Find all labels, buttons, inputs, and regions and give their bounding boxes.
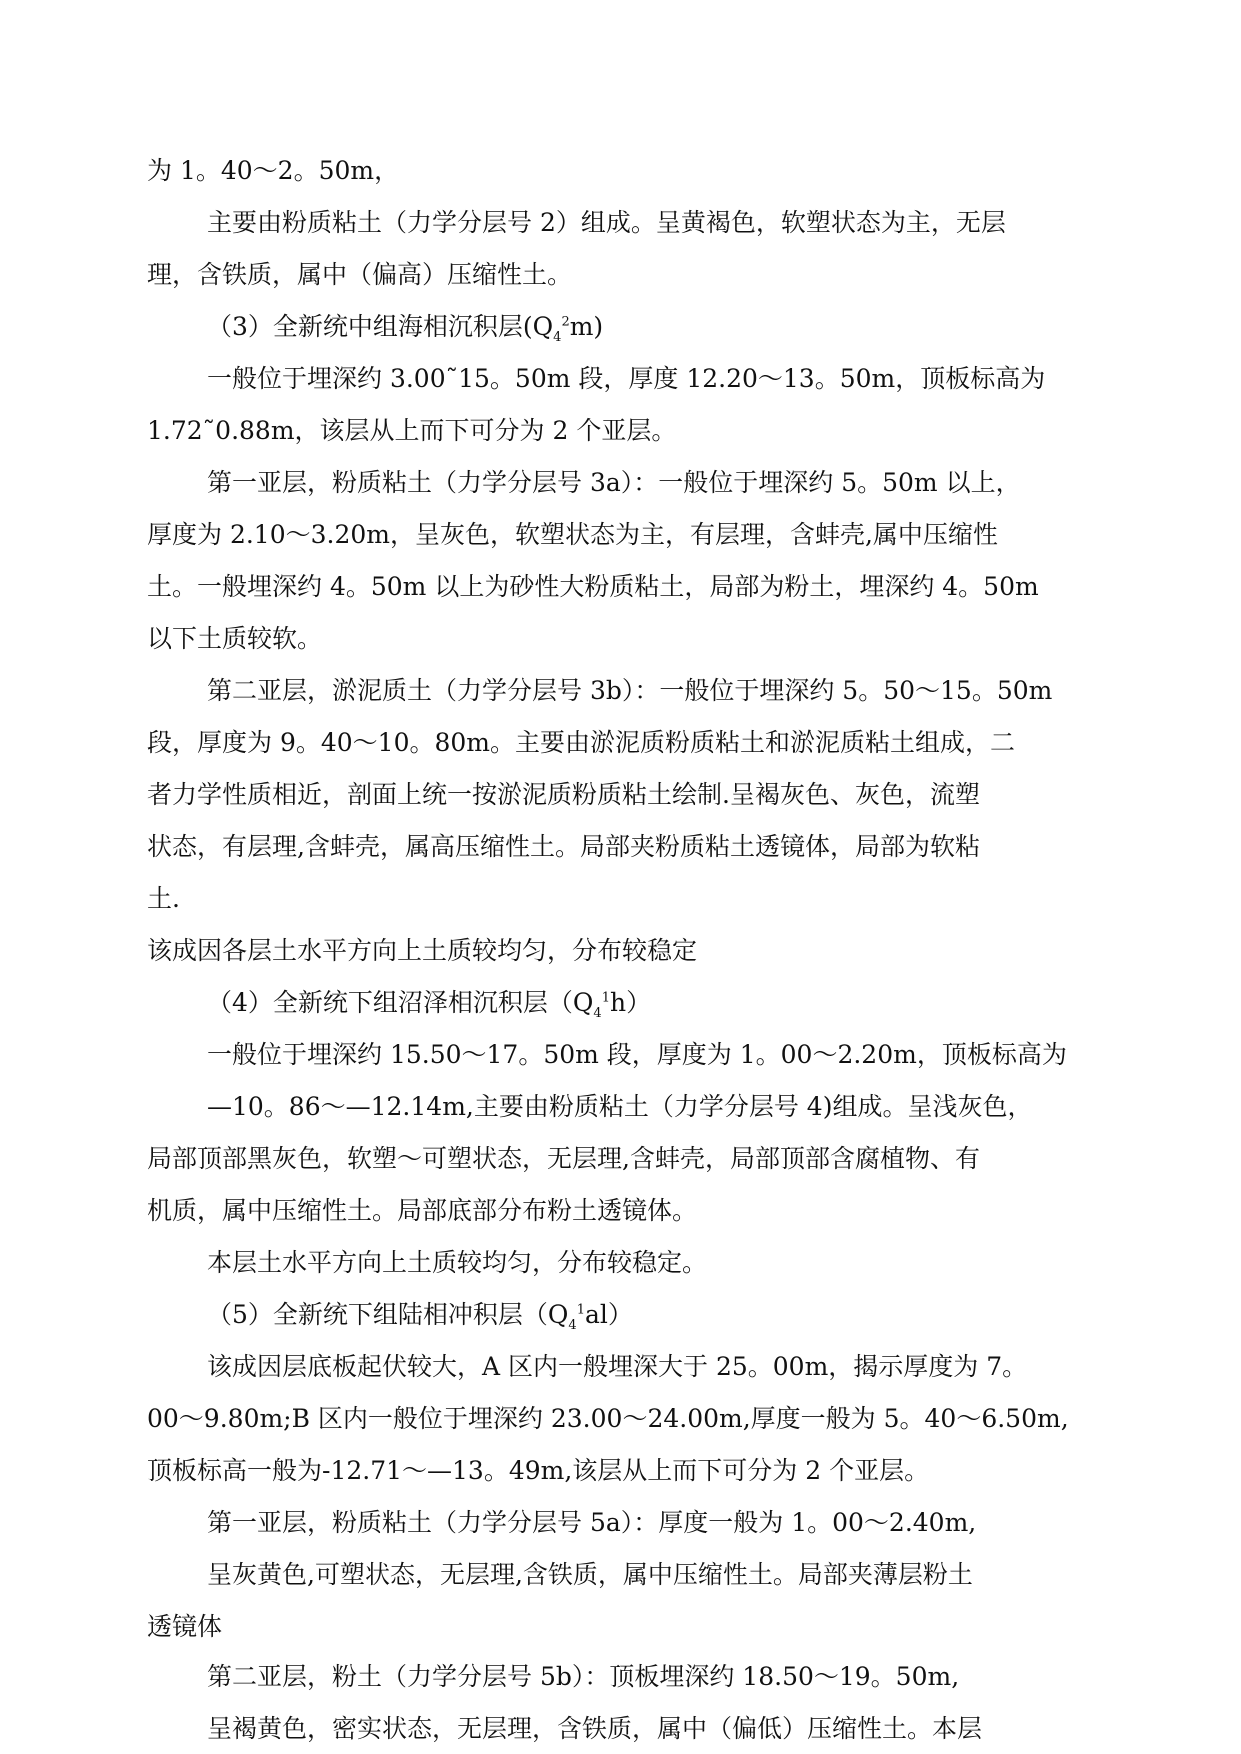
text-line: 该成因层底板起伏较大，A 区内一般埋深大于 25。00m，揭示厚度为 7。	[207, 1352, 1028, 1381]
text-line: 理，含铁质，属中（偏高）压缩性土。	[147, 260, 573, 289]
heading-tail: al）	[584, 1300, 633, 1329]
text-line: 为 1。40～2。50m，	[147, 156, 400, 185]
formula-superscript: 1	[576, 1302, 585, 1318]
text-line: 第一亚层，粉质粘土（力学分层号 3a）：一般位于埋深约 5。50m 以上，	[207, 468, 1021, 497]
text-line: 透镜体	[147, 1612, 223, 1641]
text-line: 厚度为 2.10～3.20m，呈灰色，软塑状态为主，有层理，含蚌壳,属中压缩性	[147, 520, 998, 549]
section-heading	[207, 1298, 633, 1332]
text-line: 一般位于埋深约 3.00˜15。50m 段，厚度 12.20～13。50m，顶板标高为	[207, 364, 1046, 393]
text-line: 该成因各层土水平方向上土质较均匀，分布较稳定	[147, 936, 698, 965]
section-heading	[207, 986, 651, 1020]
text-line: 呈灰黄色,可塑状态，无层理,含铁质，属中压缩性土。局部夹薄层粉土	[207, 1560, 973, 1589]
formula-superscript: 1	[601, 990, 610, 1006]
heading-text: （4）全新统下组沼泽相沉积层（Q	[207, 988, 594, 1017]
text-line: 机质，属中压缩性土。局部底部分布粉土透镜体。	[147, 1196, 698, 1225]
heading-tail: m)	[569, 312, 604, 341]
text-line: 局部顶部黑灰色，软塑～可塑状态，无层理,含蚌壳，局部顶部含腐植物、有	[147, 1144, 980, 1173]
text-line: 状态，有层理,含蚌壳，属高压缩性土。局部夹粉质粘土透镜体，局部为软粘	[147, 832, 980, 861]
text-line: 段，厚度为 9。40～10。80m。主要由淤泥质粉质粘土和淤泥质粘土组成，二	[147, 728, 1015, 757]
text-line: 本层土水平方向上土质较均匀，分布较稳定。	[207, 1248, 708, 1277]
text-line: 第二亚层，粉土（力学分层号 5b）：顶板埋深约 18.50～19。50m,	[207, 1662, 960, 1691]
heading-tail: h）	[609, 988, 652, 1017]
formula-subscript: 4	[568, 1318, 577, 1333]
text-line: 者力学性质相近，剖面上统一按淤泥质粉质粘土绘制.呈褐灰色、灰色，流塑	[147, 780, 980, 809]
text-line: 主要由粉质粘土（力学分层号 2）组成。呈黄褐色，软塑状态为主，无层	[207, 208, 1006, 237]
text-line: 00～9.80m;B 区内一般位于埋深约 23.00～24.00m,厚度一般为 5。40～6.50m,	[147, 1404, 1069, 1433]
text-line: 土.	[147, 884, 180, 913]
text-line: 一般位于埋深约 15.50～17。50m 段，厚度为 1。00～2.20m，顶板标高为	[207, 1040, 1067, 1069]
section-heading	[207, 310, 603, 344]
text-line: 顶板标高一般为-12.71～—13。49m,该层从上而下可分为 2 个亚层。	[147, 1456, 930, 1485]
formula-subscript: 4	[553, 330, 562, 345]
formula-subscript: 4	[593, 1006, 602, 1021]
text-line: 第一亚层，粉质粘土（力学分层号 5a）：厚度一般为 1。00～2.40m,	[207, 1508, 977, 1537]
heading-text: （3）全新统中组海相沉积层(Q	[207, 312, 554, 341]
text-line: 呈褐黄色，密实状态，无层理，含铁质，属中（偏低）压缩性土。本层	[207, 1714, 983, 1743]
heading-text: （5）全新统下组陆相冲积层（Q	[207, 1300, 569, 1329]
text-line: 1.72˜0.88m，该层从上而下可分为 2 个亚层。	[147, 416, 677, 445]
text-line: 第二亚层，淤泥质土（力学分层号 3b）：一般位于埋深约 5。50～15。50m	[207, 676, 1053, 705]
formula-superscript: 2	[561, 314, 570, 330]
text-line: 以下土质较软。	[147, 624, 323, 653]
text-line: 土。一般埋深约 4。50m 以上为砂性大粉质粘土，局部为粉土，埋深约 4。50m	[147, 572, 1039, 601]
text-line: —10。86～—12.14m,主要由粉质粘土（力学分层号 4)组成。呈浅灰色，	[207, 1092, 1033, 1121]
